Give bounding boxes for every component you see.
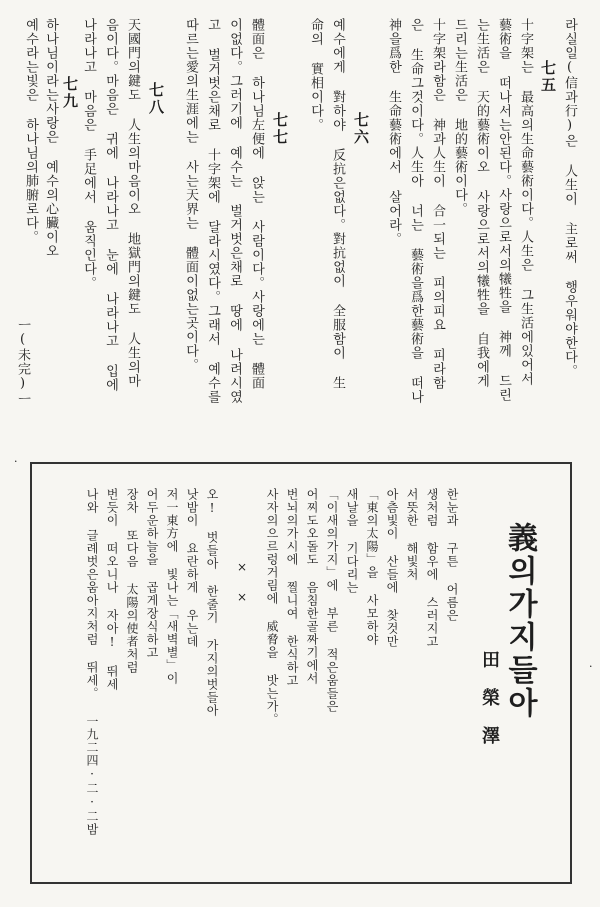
column: 음이다。마음은 귀에 나라나고 눈에 나라나고 입에 bbox=[103, 18, 118, 392]
ink-speck: · bbox=[589, 660, 593, 673]
poem-line: 낫밤이 요란하게 우는데 bbox=[185, 488, 199, 648]
column: 고 벌거벗은채로 十字架에 달라시였다。그래서 예수를 bbox=[205, 18, 220, 404]
column: 나라나고 마음은 手足에서 움직인다。 bbox=[81, 18, 96, 290]
column: 드리는生活은 地的藝術이다。 bbox=[452, 18, 467, 216]
column: 體面은 하나님左便에 앉는 사람이다。사랑에는 體面 bbox=[249, 18, 264, 390]
section-number: 七八 bbox=[147, 82, 165, 116]
poem-line: 장차 또다음 太陽의使者처럼 bbox=[125, 488, 139, 674]
column: 十字架는 最高의生命藝術이다。人生은 그生活에있어서 bbox=[518, 18, 533, 386]
column: 命의 實相이다。 bbox=[308, 18, 323, 132]
section-number: 七七 bbox=[271, 112, 289, 146]
poem-line: 저一東方에 빛나는「새벽별」이 bbox=[165, 488, 179, 685]
poem-line: 새날을 기다리는 bbox=[345, 488, 359, 594]
column: 따르는愛의生涯에는 사는天界는 體面이없는곳이다。 bbox=[183, 18, 198, 372]
ink-speck: · bbox=[14, 455, 18, 468]
poem-title: 義의가지들아 bbox=[502, 522, 537, 720]
column: 이없다。그러기에 예수는 벌거벗은채로 땅에 나려시였 bbox=[227, 18, 242, 404]
end-mark: ㅡ(未完)ㅡ bbox=[15, 318, 30, 406]
article-upper bbox=[0, 0, 600, 450]
column: 藝術을 떠나서는안된다。사랑으로서의犧牲을 神께 드린 bbox=[496, 18, 511, 402]
poem-line: 한눈과 구튼 어름은 bbox=[445, 488, 459, 622]
poem-line: 「이새의가지」에 부른 적은움들은 bbox=[325, 488, 339, 713]
poem-author: 田榮澤 bbox=[479, 650, 500, 764]
poem-line: 생처럼 함우에 스러지고 bbox=[425, 488, 439, 648]
poem-line: 번듯이 떠오니나 자아! 뛰세 bbox=[105, 488, 119, 691]
column: 神을爲한 生命藝術에서 살어라。 bbox=[386, 18, 401, 246]
section-number: 七六 bbox=[352, 112, 370, 146]
poem-line: 나와 글례벗은움아지처럼 뛰세。 一九二四·二·二밤 bbox=[85, 488, 99, 836]
poem-line: 번뇌의가시에 찔니여 한식하고 bbox=[285, 488, 299, 687]
column: 하나님이라는사랑은 예수의心臟이오 bbox=[43, 18, 58, 258]
column: 예수에게 對하야 反抗은없다。對抗없이 全服함이 生 bbox=[330, 18, 345, 390]
poem-line: 사자의으르렁거림에 威脅을 밧는가。 bbox=[265, 488, 279, 726]
poem-line: 어찌도오돌도 음침한골짜기에서 bbox=[305, 488, 319, 685]
column: 라실일(信과行)은 人生이 主로써 행우워야한다。 bbox=[562, 18, 577, 378]
poem-line: 아츰빛이 산들에 찾것만 bbox=[385, 488, 399, 648]
poem-line: 어두운하늘을 곱게장식하고 bbox=[145, 488, 159, 659]
section-number: 七五 bbox=[539, 60, 557, 94]
poem-line: 서뜻한 해빛처 bbox=[405, 488, 419, 581]
column: 은 生命그것이다。人生아 너는 藝術을爲한藝術을 떠나 bbox=[408, 18, 423, 404]
column: 天國門의鍵도 人生의마음이오 地獄門의鍵도 人生의마 bbox=[125, 18, 140, 388]
column: 十字架라함은 神과人生이 合一되는 피의피요 피라함 bbox=[430, 18, 445, 390]
section-divider: × × bbox=[235, 560, 249, 605]
poem-line: 오! 벗들아 한줄기 가지의벗들아 bbox=[205, 488, 219, 717]
poem-line: 「東의太陽」을 사모하야 bbox=[365, 488, 379, 646]
column: 는生活은 天的藝術이오 사랑으로서의犧牲을 自我에게 bbox=[474, 18, 489, 388]
column: 예수라는빛은 하나님의肺腑로다。 bbox=[23, 18, 38, 244]
section-number: 七九 bbox=[61, 76, 79, 110]
